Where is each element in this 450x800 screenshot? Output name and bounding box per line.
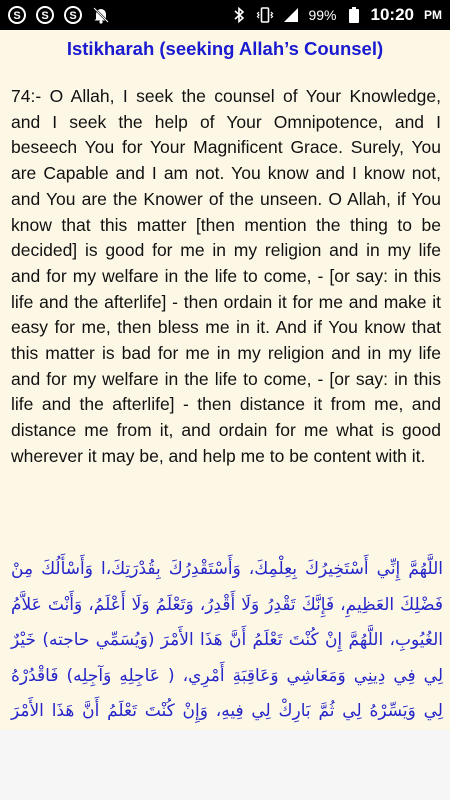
status-time: 10:20 [370, 5, 414, 24]
sync-s-icon [36, 6, 54, 24]
status-bar [0, 0, 450, 30]
battery-icon [345, 6, 363, 24]
bluetooth-icon [230, 6, 248, 24]
battery-percentage: 99% [308, 7, 337, 23]
bell-off-icon [92, 6, 110, 24]
svg-text:S: S [13, 10, 21, 22]
bottom-panel [0, 730, 450, 800]
svg-text:S: S [69, 10, 77, 22]
signal-icon [282, 6, 300, 24]
vibrate-icon [256, 6, 274, 24]
arabic-text-container [11, 552, 443, 730]
status-period: PM [424, 8, 442, 22]
english-translation: 74:- O Allah, I seek the counsel of Your Knowledge, and I seek the help of Your Omnipotence, and I beseech You for Your Magnificent Grace. Surely, You are Capable and I am not. You know and I know not, and You are the Knower of the unseen. O Allah, if You know that this matter [then mention the thing to be decided] is good for me in my religion and in my life and for my welfare in the life to come, - [or say: in this life and the afterlife] - then ordain it for me and make it easy for me, then bless me in it. And if You know that this matter is bad for me in my religion and in my life and for my welfare in the life to come, - [or say: in this life and the afterlife] - then distance it from me, and distance me from it, and ordain for me what is good wherever it may be, and help me to be content with it. [11, 86, 441, 466]
sync-s-icon [64, 6, 82, 24]
page-title: Istikharah (seeking Allah’s Counsel) [66, 38, 384, 59]
sync-s-icon [8, 6, 26, 24]
arabic-supplication: اللَّهُمَّ إِنِّي أَسْتَخِيرُكَ بِعِلْمِكَ، وَأَسْتَقْدِرُكَ بِقُدْرَتِكَ،ا وَأَسْأَلُكَ مِنْ فَضْلِكَ العَظِيمِ، فَإِنَّكَ تَقْدِرُ وَلَا أَقْدِرُ، وَتَعْلَمُ وَلَا أَعْلَمُ، وَأَنْتَ عَلاَّمُ الغُيُوبِ، اللَّهُمَّ إِنْ كُنْتَ تَعْلَمُ أَنَّ هَذَا الأَمْرَ (وَيُسَمِّي حاجته) خَيْرٌ لِي فِي دِينِي وَمَعَاشِي وَعَاقِبَةِ أَمْرِي، ( عَاجِلِهِ وَآجِلِه) فَاقْدُرْهُ لِي وَيَسِّرْهُ لِي ثُمَّ بَارِكْ لِي فِيهِ، وَإِنْ كُنْتَ تَعْلَمُ أَنَّ هَذَا الأَمْرَ [11, 559, 443, 722]
svg-text:S: S [41, 10, 49, 22]
